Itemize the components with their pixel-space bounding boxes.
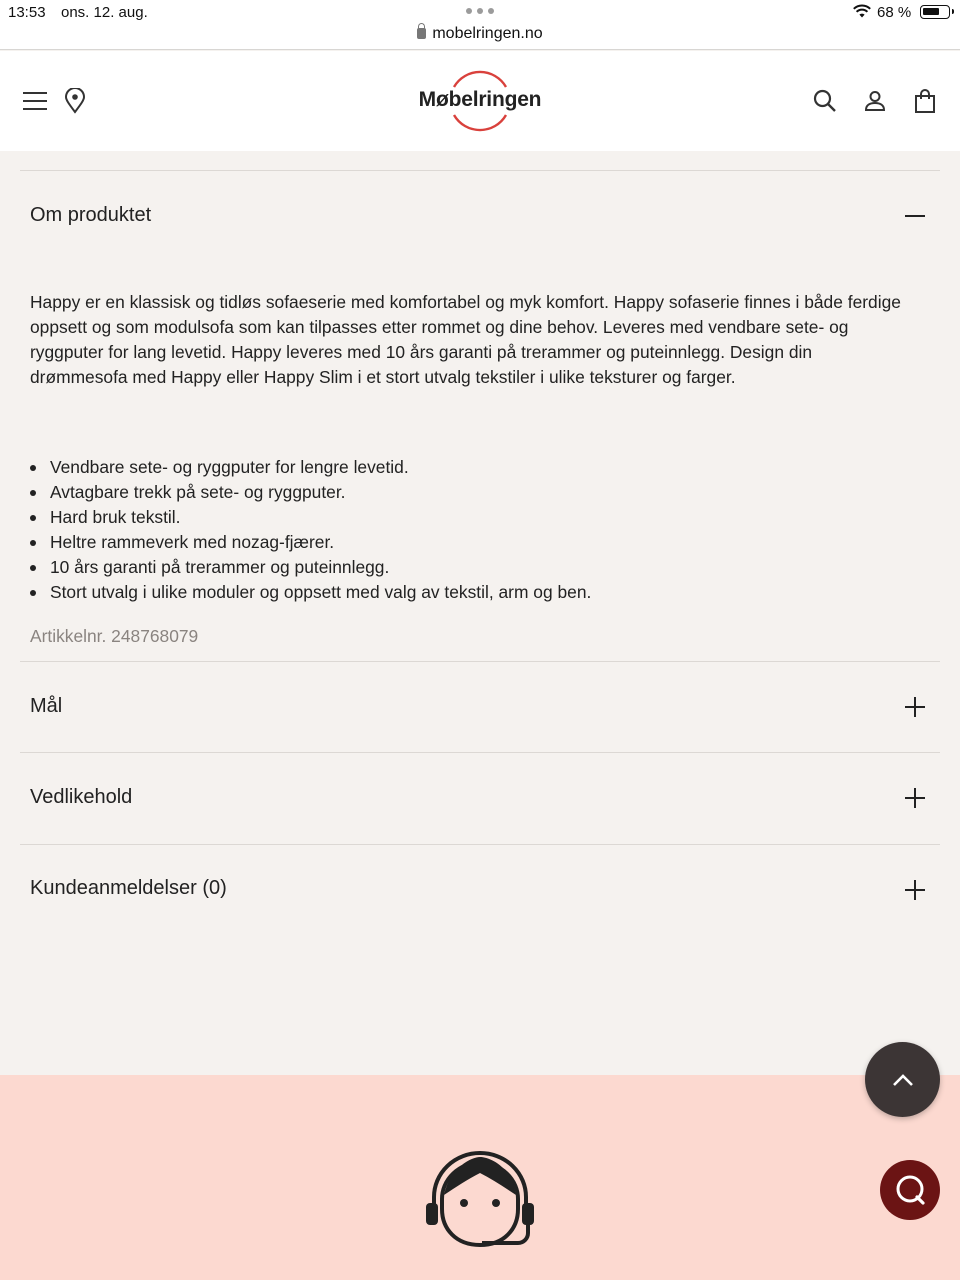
chat-icon bbox=[893, 1173, 927, 1207]
status-bar bbox=[0, 0, 960, 50]
battery-icon bbox=[920, 5, 950, 19]
article-number: Artikkelnr. 248768079 bbox=[30, 626, 199, 646]
logo[interactable] bbox=[410, 69, 550, 133]
plus-icon[interactable] bbox=[903, 695, 927, 719]
status-time: 13:53 bbox=[8, 4, 46, 21]
battery-percentage: 68 % bbox=[877, 4, 912, 21]
divider bbox=[20, 752, 940, 753]
accordion-title-mal[interactable]: Mål bbox=[30, 695, 63, 717]
support-agent-icon bbox=[420, 1149, 540, 1249]
list-item: Avtagbare trekk på sete- og ryggputer. bbox=[50, 480, 910, 505]
plus-icon[interactable] bbox=[903, 786, 927, 810]
feature-list bbox=[50, 455, 910, 605]
chevron-up-icon bbox=[892, 1073, 914, 1087]
divider bbox=[20, 661, 940, 662]
address-bar[interactable] bbox=[0, 25, 960, 43]
plus-icon[interactable] bbox=[903, 878, 927, 902]
list-item: Heltre rammeverk med nozag-fjærer. bbox=[50, 530, 910, 555]
logo-text: Møbelringen bbox=[418, 88, 542, 111]
accordion-title-vedlikehold[interactable]: Vedlikehold bbox=[30, 786, 133, 808]
search-icon[interactable] bbox=[811, 87, 839, 115]
accordion-title-kundeanmeldelser[interactable]: Kundeanmeldelser (0) bbox=[30, 877, 227, 899]
list-item: Hard bruk tekstil. bbox=[50, 505, 910, 530]
divider bbox=[20, 170, 940, 171]
shopping-bag-icon[interactable] bbox=[911, 87, 939, 115]
wifi-icon bbox=[852, 3, 872, 19]
divider bbox=[20, 844, 940, 845]
status-date: ons. 12. aug. bbox=[61, 4, 148, 21]
url-text: mobelringen.no bbox=[432, 25, 543, 42]
tab-options-icon[interactable] bbox=[466, 8, 494, 16]
product-description: Happy er en klassisk og tidløs sofaeserie med komfortabel og myk komfort. Happy sofaserie finnes i både ferdige oppsett og som modulsofa som kan tilpasses etter rommet og dine behov. Leveres med vendbare sete- og ryggputer for lang levetid. Happy leveres med 10 års garanti på trerammer og puteinnlegg. Design din drømmesofa med Happy eller Happy Slim i et stort utvalg tekstiler i ulike teksturer og farger. bbox=[30, 292, 901, 387]
minus-icon[interactable] bbox=[903, 204, 927, 228]
scroll-to-top-button[interactable] bbox=[865, 1042, 940, 1117]
location-pin-icon[interactable] bbox=[61, 87, 89, 115]
footer-support-section bbox=[0, 1075, 960, 1280]
user-icon[interactable] bbox=[861, 87, 889, 115]
chat-button[interactable] bbox=[880, 1160, 940, 1220]
lock-icon bbox=[417, 28, 426, 39]
menu-icon[interactable] bbox=[21, 87, 49, 115]
accordion-title-om-produktet[interactable]: Om produktet bbox=[30, 204, 152, 226]
list-item: 10 års garanti på trerammer og puteinnlegg. bbox=[50, 555, 910, 580]
list-item: Stort utvalg i ulike moduler og oppsett med valg av tekstil, arm og ben. bbox=[50, 580, 910, 605]
list-item: Vendbare sete- og ryggputer for lengre levetid. bbox=[50, 455, 910, 480]
site-header bbox=[0, 51, 960, 151]
